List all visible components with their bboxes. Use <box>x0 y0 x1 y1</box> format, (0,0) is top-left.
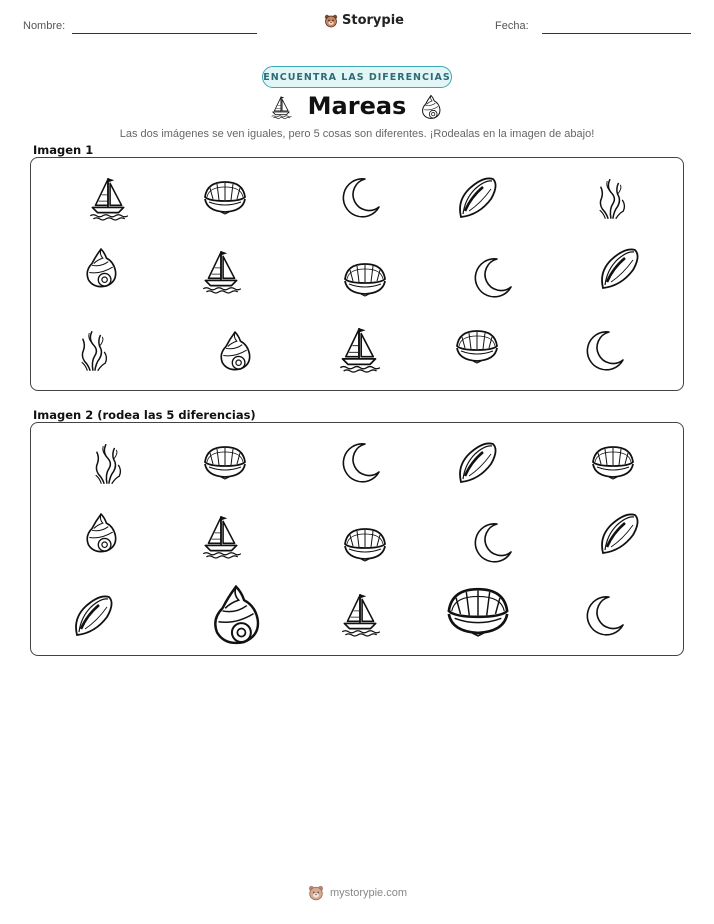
moon-icon <box>583 593 627 637</box>
clam-icon <box>341 525 389 563</box>
snail-shell-icon <box>83 511 119 555</box>
seaweed-icon <box>595 175 627 221</box>
mussel-icon <box>71 593 115 639</box>
footer <box>308 885 407 901</box>
moon-icon <box>583 328 627 372</box>
bear-mascot-icon <box>308 885 324 901</box>
brand-logo <box>324 13 404 28</box>
boat-icon <box>337 324 381 374</box>
name-label: Nombre: <box>23 20 66 32</box>
moon-icon <box>339 440 383 484</box>
date-label: Fecha: <box>495 20 529 32</box>
bear-mascot-icon <box>324 14 338 28</box>
mussel-icon <box>455 440 499 486</box>
clam-icon <box>341 260 389 298</box>
clam-icon <box>453 326 501 366</box>
name-line[interactable] <box>72 33 257 34</box>
moon-icon <box>471 520 515 564</box>
boat-icon <box>86 175 130 221</box>
boat-icon <box>199 248 243 294</box>
boat-icon <box>199 513 243 559</box>
snail-shell-icon <box>420 93 442 121</box>
worksheet-type-badge: ENCUENTRA LAS DIFERENCIAS <box>262 66 452 88</box>
snail-shell-icon <box>217 328 253 374</box>
instructions: Las dos imágenes se ven iguales, pero 5 cosas son diferentes. ¡Rodealas en la imagen de abajo! <box>119 128 595 140</box>
clam-icon <box>201 443 249 481</box>
moon-icon <box>339 175 383 219</box>
clam-icon <box>443 583 513 639</box>
brand-name: Storypie <box>342 13 404 28</box>
panel-1 <box>30 157 684 391</box>
clam-icon <box>589 443 637 481</box>
panel-2 <box>30 422 684 656</box>
seaweed-icon <box>77 327 109 373</box>
seaweed-icon <box>91 440 123 486</box>
footer-site-link[interactable]: mystorypie.com <box>330 887 408 899</box>
clam-icon <box>201 178 249 216</box>
snail-shell-icon <box>83 246 119 290</box>
moon-icon <box>471 255 515 299</box>
boat-icon <box>339 591 381 637</box>
snail-shell-icon <box>209 583 263 647</box>
panel-2-label: Imagen 2 (rodea las 5 diferencias) <box>33 408 256 422</box>
mussel-icon <box>597 246 641 292</box>
mussel-icon <box>597 511 641 557</box>
mussel-icon <box>455 175 499 221</box>
page-title: Mareas <box>307 92 407 120</box>
panel-1-label: Imagen 1 <box>33 143 94 157</box>
date-line[interactable] <box>542 33 691 34</box>
